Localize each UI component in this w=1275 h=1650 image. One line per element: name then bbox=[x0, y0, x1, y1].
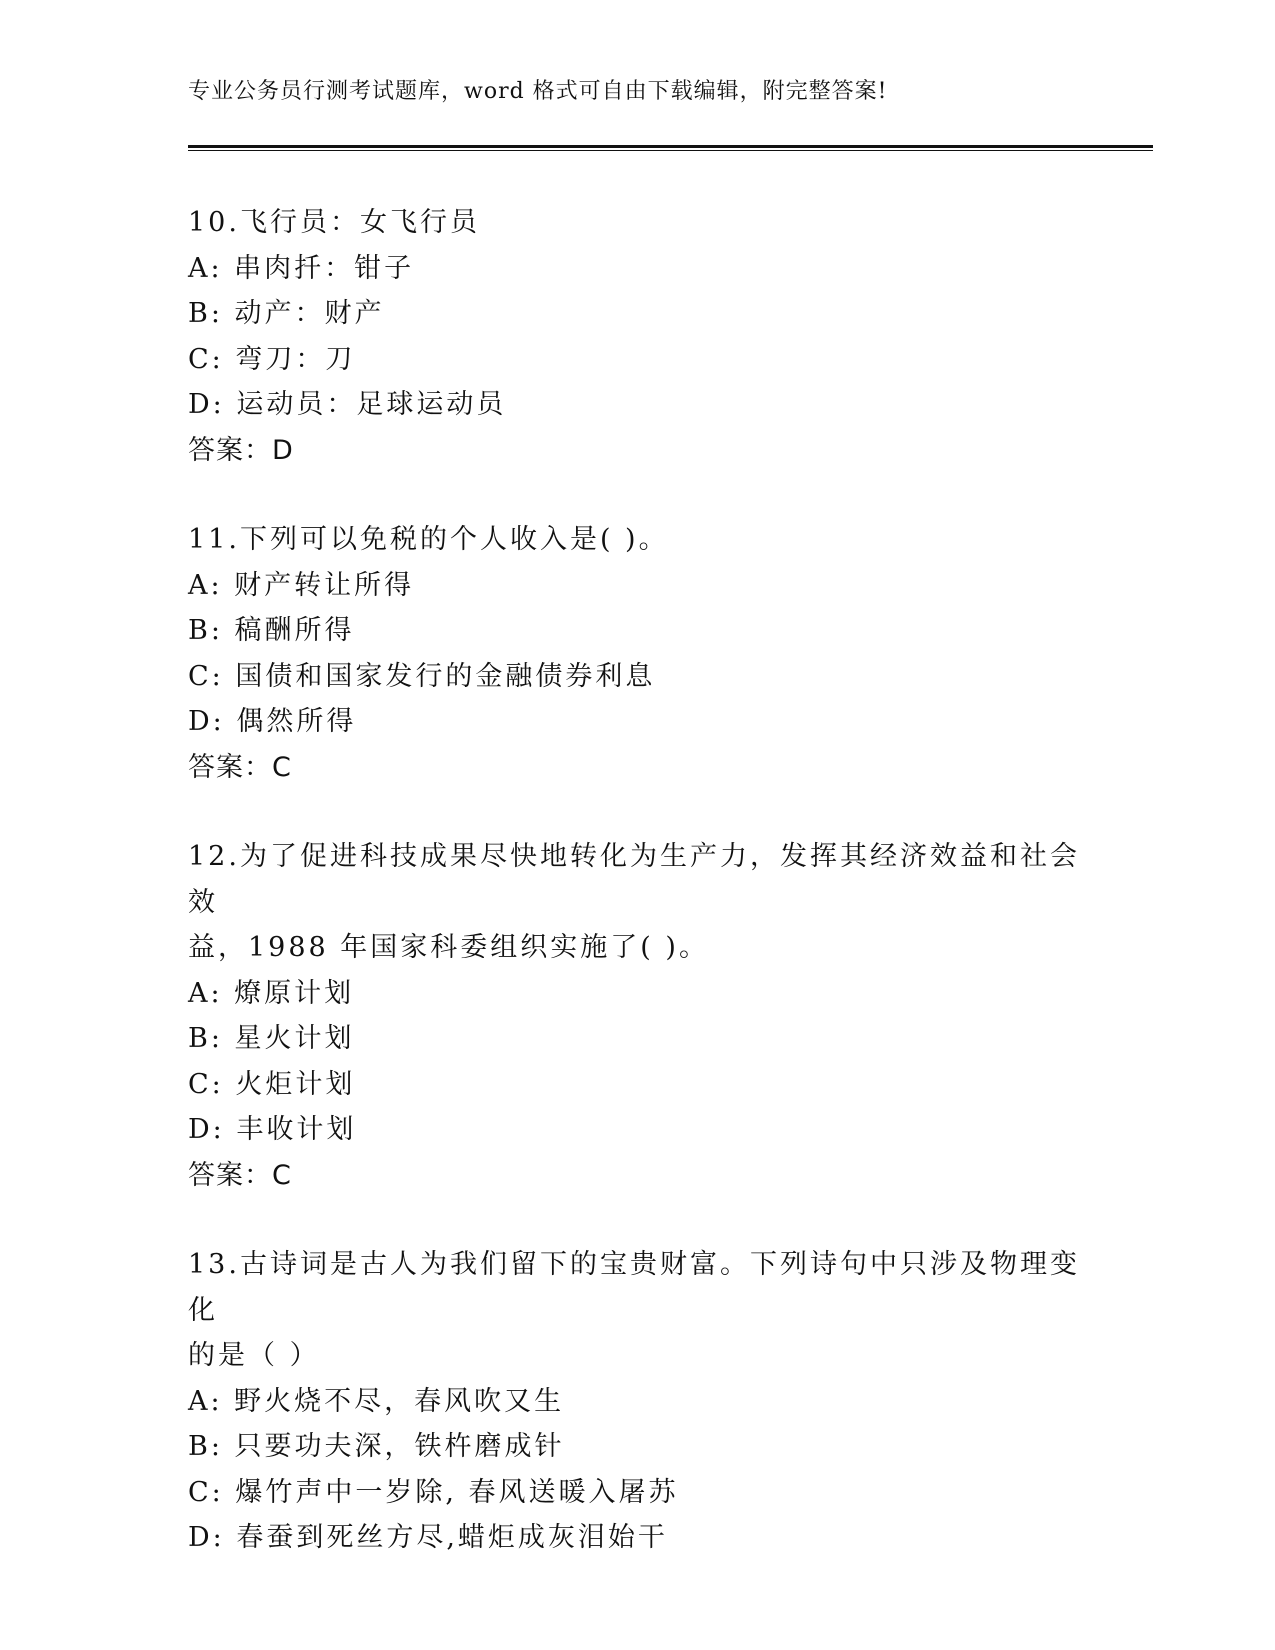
question-list bbox=[188, 200, 1088, 1605]
option-d: D: 偶然所得 bbox=[188, 706, 357, 737]
question-12 bbox=[188, 834, 1088, 1198]
question-13 bbox=[188, 1242, 1088, 1561]
page-header: 专业公务员行测考试题库，word 格式可自由下载编辑，附完整答案! bbox=[188, 79, 888, 104]
answer-line: 答案：C bbox=[188, 1159, 292, 1191]
option-d: D: 运动员：足球运动员 bbox=[188, 389, 507, 420]
stem-line: 益，1988 年国家科委组织实施了( )。 bbox=[188, 932, 709, 963]
option-a: A: 燎原计划 bbox=[188, 977, 355, 1009]
question-10 bbox=[188, 200, 1088, 473]
stem-line: 10.飞行员：女飞行员 bbox=[188, 207, 480, 238]
stem-line: 12.为了促进科技成果尽快地转化为生产力，发挥其经济效益和社会效 bbox=[188, 841, 1080, 918]
stem-line: 11.下列可以免税的个人收入是( )。 bbox=[188, 524, 669, 555]
stem-line: 13.古诗词是古人为我们留下的宝贵财富。下列诗句中只涉及物理变化 bbox=[188, 1249, 1080, 1326]
option-a: A: 财产转让所得 bbox=[188, 569, 415, 601]
answer-line: 答案：C bbox=[188, 751, 292, 783]
header-rule-thin bbox=[188, 150, 1153, 151]
header-rule-thick bbox=[188, 145, 1153, 148]
option-c: C: 国债和国家发行的金融债券利息 bbox=[188, 660, 656, 692]
option-b: B: 动产：财产 bbox=[188, 298, 385, 329]
question-stem bbox=[188, 834, 1088, 971]
answer-line: 答案：D bbox=[188, 434, 294, 466]
option-d: D: 丰收计划 bbox=[188, 1114, 357, 1145]
option-a: A: 野火烧不尽，春风吹又生 bbox=[188, 1385, 565, 1417]
option-d: D: 春蚕到死丝方尽,蜡炬成灰泪始干 bbox=[188, 1522, 668, 1553]
stem-line: 的是（ ） bbox=[188, 1340, 320, 1371]
option-c: C: 爆竹声中一岁除, 春风送暖入屠苏 bbox=[188, 1476, 679, 1508]
question-11 bbox=[188, 517, 1088, 790]
option-b: B: 星火计划 bbox=[188, 1023, 355, 1054]
option-b: B: 只要功夫深，铁杵磨成针 bbox=[188, 1431, 565, 1462]
question-stem bbox=[188, 200, 1088, 246]
option-c: C: 弯刀：刀 bbox=[188, 343, 356, 375]
option-b: B: 稿酬所得 bbox=[188, 615, 355, 646]
option-a: A: 串肉扦：钳子 bbox=[188, 252, 415, 284]
question-stem bbox=[188, 1242, 1088, 1379]
option-c: C: 火炬计划 bbox=[188, 1068, 356, 1100]
question-stem bbox=[188, 517, 1088, 563]
